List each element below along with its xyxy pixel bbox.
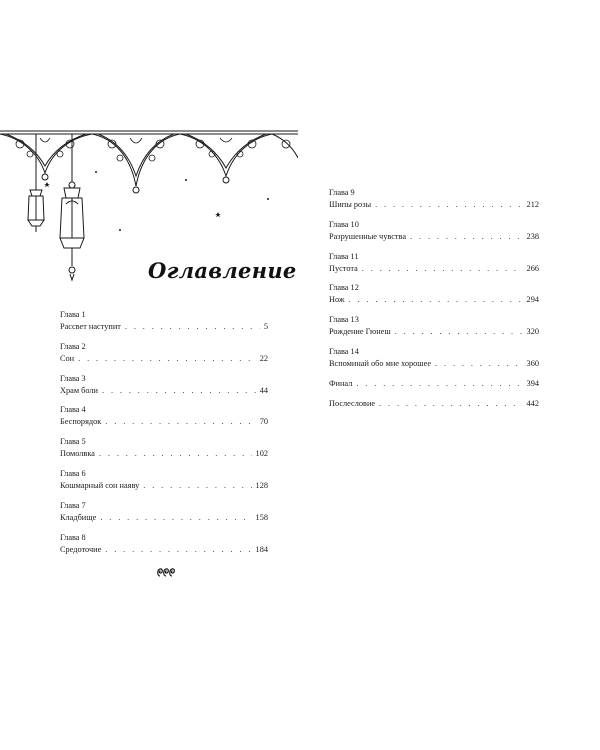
toc-row bbox=[60, 448, 268, 460]
dot-leader bbox=[102, 385, 256, 397]
toc-entry-afterword bbox=[329, 398, 539, 410]
chapter-title: Вспоминай обо мне хорошее bbox=[329, 358, 432, 368]
chapter-title: Рождение Гюнеш bbox=[329, 327, 391, 337]
chapter-number: Глава 9 bbox=[329, 188, 355, 197]
toc-entry bbox=[60, 404, 268, 428]
toc-entry bbox=[329, 187, 539, 211]
toc-row bbox=[60, 416, 268, 428]
page-number: 212 bbox=[526, 200, 539, 209]
chapter-number: Глава 10 bbox=[329, 219, 359, 229]
toc-row bbox=[329, 358, 539, 370]
chapter-title: Помолвка bbox=[60, 449, 95, 459]
chapter-number: Глава 14 bbox=[329, 346, 359, 356]
dot-leader bbox=[105, 416, 255, 428]
chapter-number: Глава 2 bbox=[60, 341, 86, 351]
chapter-number: Глава 1 bbox=[60, 310, 86, 319]
toc-entry bbox=[329, 314, 539, 338]
page-number: 5 bbox=[263, 322, 268, 331]
footer-ornament-icon bbox=[157, 567, 175, 577]
page-title: Оглавление bbox=[148, 258, 297, 283]
toc-row bbox=[329, 398, 539, 410]
toc-row bbox=[329, 378, 539, 390]
toc-row bbox=[329, 231, 539, 243]
chapter-number: Глава 6 bbox=[60, 468, 86, 478]
chapter-number: Глава 13 bbox=[329, 315, 359, 325]
page-number: 102 bbox=[255, 449, 268, 459]
chapter-number: Глава 7 bbox=[60, 500, 86, 510]
dot-leader bbox=[105, 544, 251, 556]
chapter-title: Рассвет наступит bbox=[60, 322, 121, 331]
chapter-number: Глава 8 bbox=[60, 532, 86, 542]
toc-row bbox=[60, 480, 268, 492]
dot-leader bbox=[143, 480, 251, 492]
dot-leader bbox=[410, 231, 523, 243]
toc-entry bbox=[329, 219, 539, 243]
page-number: 360 bbox=[526, 358, 539, 368]
toc-row bbox=[329, 199, 539, 211]
toc-row bbox=[329, 294, 539, 306]
toc-row bbox=[329, 263, 539, 275]
chapter-number: Глава 12 bbox=[329, 283, 359, 293]
toc-row bbox=[60, 544, 268, 556]
chapter-number: Глава 11 bbox=[329, 251, 359, 261]
page-number: 238 bbox=[526, 231, 539, 241]
page-number: 320 bbox=[526, 327, 539, 337]
toc-row bbox=[60, 512, 268, 524]
dot-leader bbox=[99, 448, 252, 460]
dot-leader bbox=[435, 358, 523, 370]
page-number: 294 bbox=[526, 295, 539, 305]
chapter-title: Шипы розы bbox=[329, 200, 372, 209]
chapter-title: Пустота bbox=[329, 263, 358, 273]
toc-right-column bbox=[329, 187, 539, 417]
toc-entry bbox=[329, 346, 539, 370]
toc-entry bbox=[329, 251, 539, 275]
final-title: Финал bbox=[329, 378, 353, 388]
page-number: 442 bbox=[526, 398, 539, 408]
dot-leader bbox=[125, 321, 260, 333]
page-number: 184 bbox=[255, 544, 268, 554]
chapter-number: Глава 3 bbox=[60, 373, 86, 383]
chapter-number: Глава 5 bbox=[60, 437, 86, 447]
toc-entry bbox=[60, 341, 268, 365]
page-number: 128 bbox=[255, 480, 268, 490]
chapter-title: Храм боли bbox=[60, 385, 98, 395]
toc-entry bbox=[60, 468, 268, 492]
page-number: 394 bbox=[526, 378, 539, 388]
toc-entry bbox=[329, 282, 539, 306]
toc-entry bbox=[60, 500, 268, 524]
toc-entry bbox=[60, 373, 268, 397]
page-number: 44 bbox=[259, 385, 268, 395]
toc-row bbox=[329, 326, 539, 338]
toc-entry-final bbox=[329, 378, 539, 390]
dot-leader bbox=[100, 512, 251, 524]
chapter-title: Кошмарный сон наяву bbox=[60, 480, 140, 490]
page-number: 158 bbox=[255, 512, 268, 522]
chapter-title: Средоточие bbox=[60, 544, 102, 554]
toc-left-column bbox=[60, 309, 268, 563]
dot-leader bbox=[395, 326, 523, 338]
dot-leader bbox=[362, 263, 523, 275]
chapter-title: Кладбище bbox=[60, 512, 97, 522]
chapter-number: Глава 4 bbox=[60, 405, 86, 415]
afterword-title: Послесловие bbox=[329, 398, 376, 408]
chapter-title: Нож bbox=[329, 295, 345, 305]
toc-entry bbox=[60, 436, 268, 460]
toc-entry bbox=[60, 309, 268, 333]
toc-row bbox=[60, 321, 268, 333]
dot-leader bbox=[78, 353, 256, 365]
toc-row bbox=[60, 353, 268, 365]
dot-leader bbox=[379, 398, 522, 410]
toc-row bbox=[60, 385, 268, 397]
chapter-title: Сон bbox=[60, 353, 75, 363]
chapter-title: Разрушенные чувства bbox=[329, 231, 407, 241]
dot-leader bbox=[356, 378, 522, 390]
dot-leader bbox=[349, 294, 523, 306]
toc-entry bbox=[60, 532, 268, 556]
page-number: 266 bbox=[526, 263, 539, 273]
dot-leader bbox=[375, 199, 522, 211]
chapter-title: Беспорядок bbox=[60, 417, 102, 427]
page-number: 22 bbox=[259, 353, 268, 363]
page-number: 70 bbox=[259, 417, 268, 427]
